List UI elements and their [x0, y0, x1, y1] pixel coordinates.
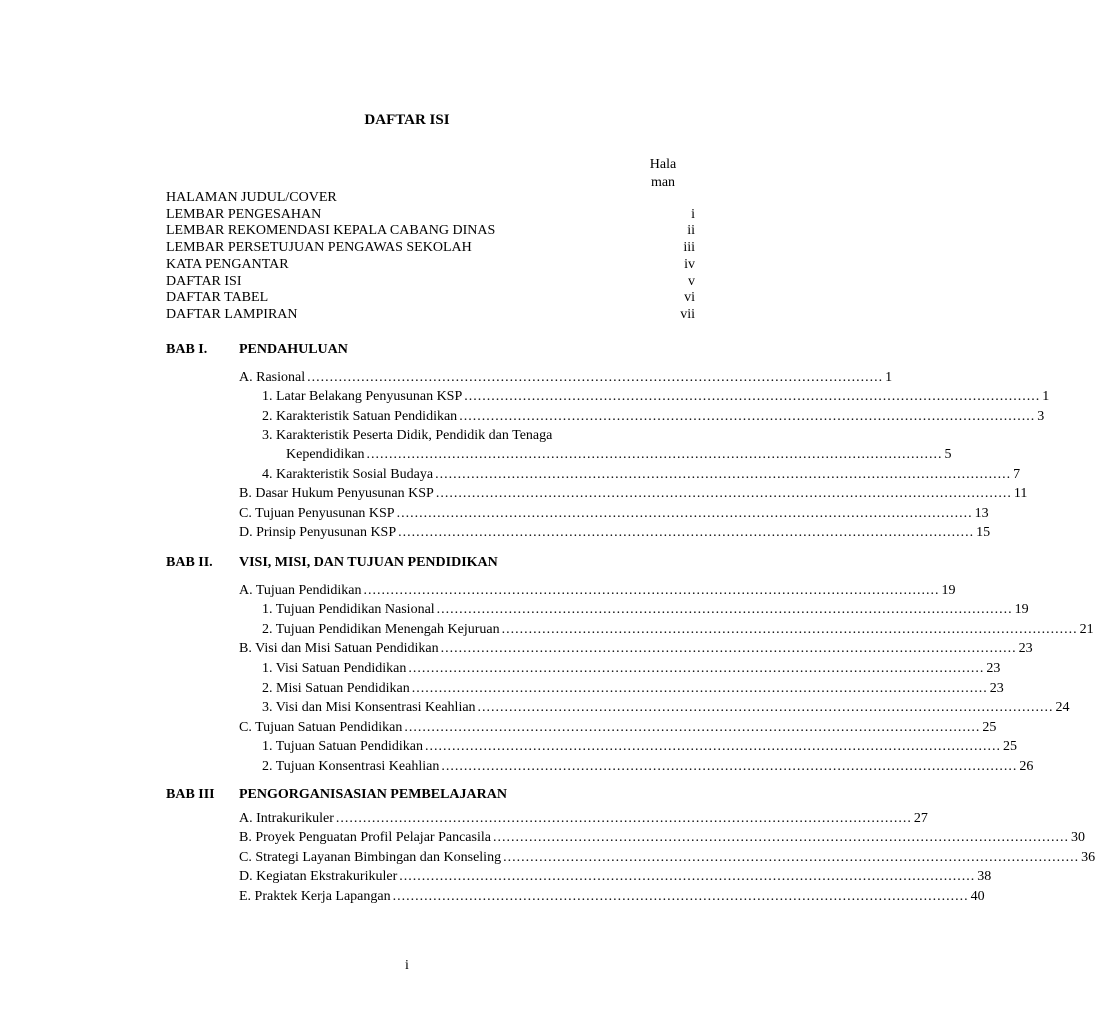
- toc-entry-label: Kependidikan: [286, 447, 365, 462]
- toc-leader: ................................................................................................................................: [435, 486, 1012, 501]
- toc-entry-label: 1. Tujuan Satuan Pendidikan: [262, 739, 424, 754]
- toc-leader: ................................................................................................................................: [477, 700, 1054, 715]
- toc-entry: [239, 506, 989, 522]
- bab-number: BAB I.: [166, 342, 208, 357]
- toc-entry-label: C. Tujuan Satuan Pendidikan: [239, 720, 403, 735]
- toc-entry: [239, 525, 991, 541]
- toc-leader: ................................................................................................................................: [503, 850, 1080, 865]
- toc-entry: [239, 583, 956, 599]
- bab-number: BAB III: [166, 787, 215, 802]
- toc-leader: ................................................................................................................................: [436, 602, 1013, 617]
- front-matter-page: i: [691, 207, 695, 222]
- toc-entry: [286, 447, 952, 463]
- toc-entry: [239, 830, 1085, 846]
- front-matter-page: vii: [680, 307, 695, 322]
- toc-leader: ................................................................................................................................: [404, 720, 981, 735]
- front-matter-label: HALAMAN JUDUL/COVER: [166, 190, 337, 205]
- toc-entry-label: 4. Karakteristik Sosial Budaya: [262, 467, 434, 482]
- toc-entry-label: C. Strategi Layanan Bimbingan dan Konseling: [239, 850, 502, 865]
- toc-entry-label: 1. Tujuan Pendidikan Nasional: [262, 602, 435, 617]
- toc-entry-page: 21: [1079, 622, 1094, 637]
- front-matter-label: LEMBAR REKOMENDASI KEPALA CABANG DINAS: [166, 223, 496, 238]
- toc-entry-label: 3. Karakteristik Peserta Didik, Pendidik dan Tenaga: [262, 428, 553, 443]
- front-matter-page: ii: [687, 223, 695, 238]
- toc-leader: ................................................................................................................................: [335, 811, 912, 826]
- toc-entry-label: A. Intrakurikuler: [239, 811, 334, 826]
- toc-entry-label: A. Tujuan Pendidikan: [239, 583, 362, 598]
- toc-entry-page: 1: [1042, 389, 1050, 404]
- toc-entry-label: B. Proyek Penguatan Profil Pelajar Pancasila: [239, 830, 491, 845]
- toc-leader: ................................................................................................................................: [399, 869, 976, 884]
- toc-entry-page: 5: [944, 447, 952, 462]
- toc-entry-label: D. Kegiatan Ekstrakurikuler: [239, 869, 398, 884]
- toc-entry-label: B. Dasar Hukum Penyusunan KSP: [239, 486, 434, 501]
- toc-entry-page: 38: [977, 869, 992, 884]
- toc-entry-page: 3: [1037, 409, 1045, 424]
- toc-leader: ................................................................................................................................: [464, 389, 1041, 404]
- front-matter-page: v: [688, 274, 695, 289]
- toc-entry: [239, 641, 1033, 657]
- page-number-footer: i: [405, 958, 409, 973]
- toc-entry-page: 11: [1013, 486, 1028, 501]
- bab-title: PENDAHULUAN: [239, 342, 348, 357]
- toc-entry-label: A. Rasional: [239, 370, 306, 385]
- toc-entry-label: C. Tujuan Penyusunan KSP: [239, 506, 395, 521]
- toc-entry: [262, 739, 1018, 755]
- toc-entry-page: 23: [989, 681, 1004, 696]
- toc-entry-label: 2. Tujuan Pendidikan Menengah Kejuruan: [262, 622, 500, 637]
- bab-title: PENGORGANISASIAN PEMBELAJARAN: [239, 787, 507, 802]
- toc-entry: [239, 486, 1028, 502]
- toc-entry: [239, 720, 997, 736]
- front-matter-page: iv: [684, 257, 695, 272]
- toc-entry: [239, 811, 928, 827]
- toc-entry-label: 2. Karakteristik Satuan Pendidikan: [262, 409, 458, 424]
- toc-entry-page: 36: [1081, 850, 1095, 865]
- front-matter-label: LEMBAR PENGESAHAN: [166, 207, 322, 222]
- toc-leader: ................................................................................................................................: [366, 447, 943, 462]
- halaman-header-line-2: man: [650, 175, 676, 190]
- toc-entry-label: 2. Misi Satuan Pendidikan: [262, 681, 410, 696]
- toc-entry-label: 1. Latar Belakang Penyusunan KSP: [262, 389, 463, 404]
- toc-entry: [262, 409, 1045, 425]
- toc-entry-label: B. Visi dan Misi Satuan Pendidikan: [239, 641, 439, 656]
- toc-leader: ................................................................................................................................: [440, 641, 1017, 656]
- front-matter-page: iii: [683, 240, 695, 255]
- toc-leader: ................................................................................................................................: [363, 583, 940, 598]
- toc-entry: [262, 700, 1070, 716]
- toc-entry-page: 30: [1070, 830, 1085, 845]
- toc-leader: ................................................................................................................................: [408, 661, 985, 676]
- toc-entry: [262, 759, 1034, 775]
- toc-entry-page: 23: [1018, 641, 1033, 656]
- bab-title: VISI, MISI, DAN TUJUAN PENDIDIKAN: [239, 555, 498, 570]
- toc-leader: ................................................................................................................................: [492, 830, 1069, 845]
- toc-entry: [262, 602, 1029, 618]
- toc-leader: ................................................................................................................................: [392, 889, 969, 904]
- front-matter-label: LEMBAR PERSETUJUAN PENGAWAS SEKOLAH: [166, 240, 472, 255]
- toc-entry-page: 24: [1055, 700, 1070, 715]
- front-matter-label: DAFTAR LAMPIRAN: [166, 307, 298, 322]
- toc-entry-page: 19: [1014, 602, 1029, 617]
- front-matter-label: KATA PENGANTAR: [166, 257, 289, 272]
- toc-leader: ................................................................................................................................: [396, 506, 973, 521]
- toc-entry-label: E. Praktek Kerja Lapangan: [239, 889, 391, 904]
- toc-entry-page: 13: [974, 506, 989, 521]
- toc-entry-page: 1: [885, 370, 893, 385]
- toc-entry: [262, 681, 1004, 697]
- toc-entry: [239, 370, 893, 386]
- halaman-header-line-1: Hala: [649, 157, 677, 172]
- toc-leader: ................................................................................................................................: [307, 370, 884, 385]
- toc-entry-page: 25: [1003, 739, 1018, 754]
- front-matter-page: vi: [684, 290, 695, 305]
- page-title: DAFTAR ISI: [364, 112, 450, 128]
- toc-leader: ................................................................................................................................: [501, 622, 1078, 637]
- toc-entry-page: 7: [1013, 467, 1021, 482]
- toc-entry: [262, 389, 1050, 405]
- toc-leader: ................................................................................................................................: [425, 739, 1002, 754]
- toc-entry: [239, 869, 992, 885]
- toc-entry: [262, 622, 1094, 638]
- toc-entry-label: 1. Visi Satuan Pendidikan: [262, 661, 407, 676]
- toc-leader: ................................................................................................................................: [398, 525, 975, 540]
- toc-entry-label: D. Prinsip Penyusunan KSP: [239, 525, 397, 540]
- toc-entry-page: 26: [1019, 759, 1034, 774]
- halaman-column-header: [640, 156, 686, 192]
- toc-leader: ................................................................................................................................: [441, 759, 1018, 774]
- front-matter-label: DAFTAR TABEL: [166, 290, 269, 305]
- toc-entry-page: 23: [986, 661, 1001, 676]
- toc-leader: ................................................................................................................................: [435, 467, 1012, 482]
- toc-entry-page: 25: [982, 720, 997, 735]
- toc-entry-page: 40: [970, 889, 985, 904]
- toc-entry: [239, 850, 1095, 866]
- front-matter-label: DAFTAR ISI: [166, 274, 242, 289]
- toc-entry: [262, 661, 1001, 677]
- toc-leader: ................................................................................................................................: [459, 409, 1036, 424]
- toc-entry-label: 2. Tujuan Konsentrasi Keahlian: [262, 759, 440, 774]
- toc-entry-page: 27: [913, 811, 928, 826]
- toc-entry: [239, 889, 985, 905]
- toc-leader: ................................................................................................................................: [411, 681, 988, 696]
- toc-entry: [262, 467, 1021, 483]
- toc-entry-label: 3. Visi dan Misi Konsentrasi Keahlian: [262, 700, 476, 715]
- bab-number: BAB II.: [166, 555, 213, 570]
- toc-entry-page: 19: [941, 583, 956, 598]
- toc-entry-page: 15: [976, 525, 991, 540]
